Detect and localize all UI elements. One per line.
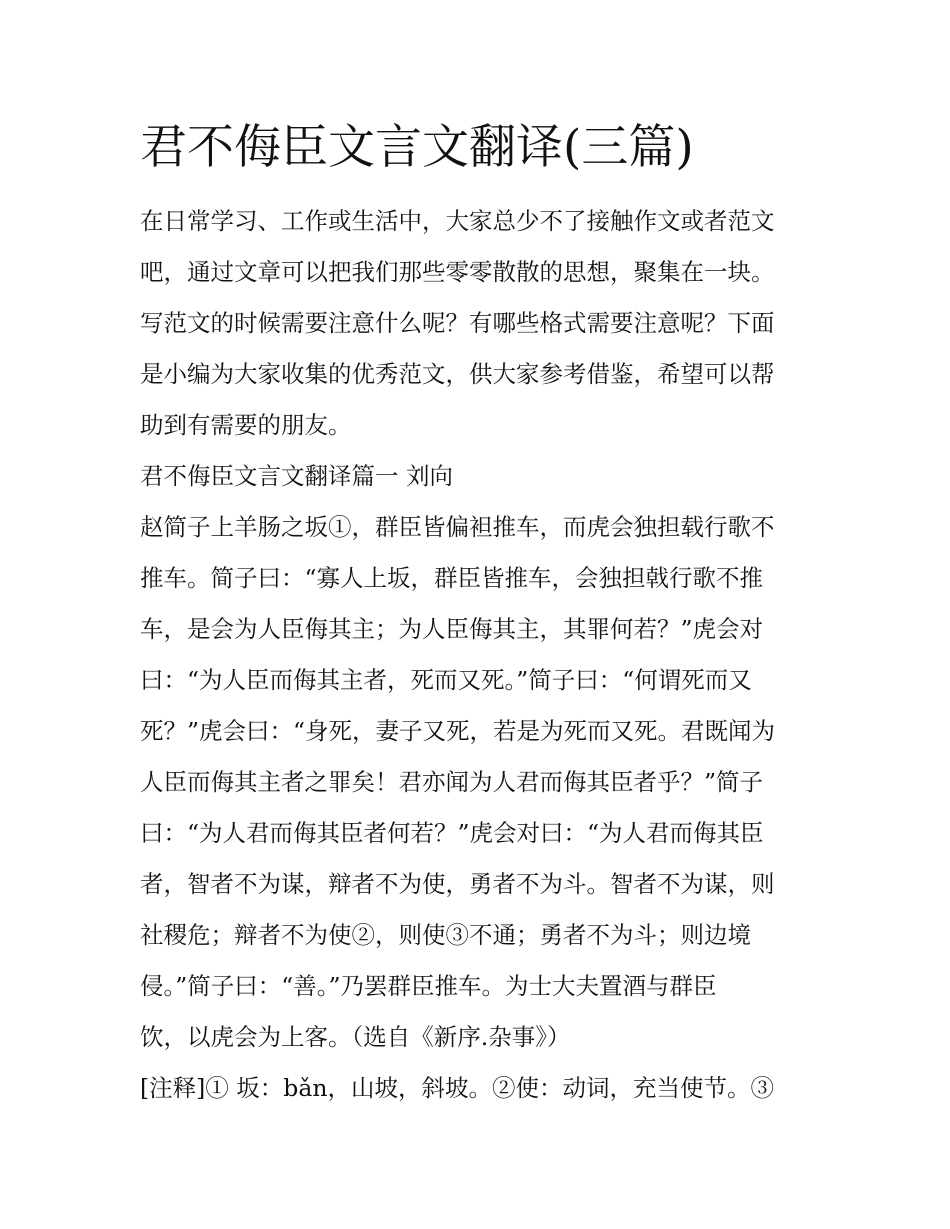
text-line-6: 人臣而侮其主者之罪矣！君亦闻为人君而侮其臣者乎？”简子 <box>140 768 764 796</box>
text-line-1: 赵简子上羊肠之坂①，群臣皆偏袒推车，而虎会独担载行歌不 <box>140 513 775 541</box>
text-line-10: 侵。”简子曰：“善。”乃罢群臣推车。为士大夫置酒与群臣 <box>140 972 717 1000</box>
text-line-3: 车，是会为人臣侮其主；为人臣侮其主，其罪何若？”虎会对 <box>140 615 764 643</box>
text-line-9: 社稷危；辩者不为使②，则使③不通；勇者不为斗；则边境 <box>140 921 751 949</box>
document-title: 君不侮臣文言文翻译(三篇) <box>140 120 694 175</box>
paragraph-line-3: 写范文的时候需要注意什么呢？有哪些格式需要注意呢？下面 <box>140 309 775 337</box>
text-line-7: 曰：“为人君而侮其臣者何若？”虎会对曰：“为人君而侮其臣 <box>140 819 764 847</box>
text-line-4: 曰：“为人臣而侮其主者，死而又死。”简子曰：“何谓死而又 <box>140 666 752 694</box>
text-line-11: 饮，以虎会为上客。（选自《新序.杂事》） <box>140 1023 571 1051</box>
paragraph-line-5: 助到有需要的朋友。 <box>140 411 352 439</box>
text-line-5: 死？”虎会曰：“身死，妻子又死，若是为死而又死。君既闻为 <box>140 717 776 745</box>
paragraph-line-2: 吧，通过文章可以把我们那些零零散散的思想，聚集在一块。 <box>140 258 775 286</box>
text-line-8: 者，智者不为谋，辩者不为使，勇者不为斗。智者不为谋，则 <box>140 870 775 898</box>
section-heading: 君不侮臣文言文翻译篇一 刘向 <box>140 462 453 490</box>
annotation-line: [注释]① 坂：bǎn，山坡，斜坡。②使：动词，充当使节。③ <box>140 1074 774 1102</box>
paragraph-line-1: 在日常学习、工作或生活中，大家总少不了接触作文或者范文 <box>140 207 775 235</box>
paragraph-line-4: 是小编为大家收集的优秀范文，供大家参考借鉴，希望可以帮 <box>140 360 775 388</box>
text-line-2: 推车。简子曰：“寡人上坂，群臣皆推车，会独担戟行歌不推 <box>140 564 764 592</box>
